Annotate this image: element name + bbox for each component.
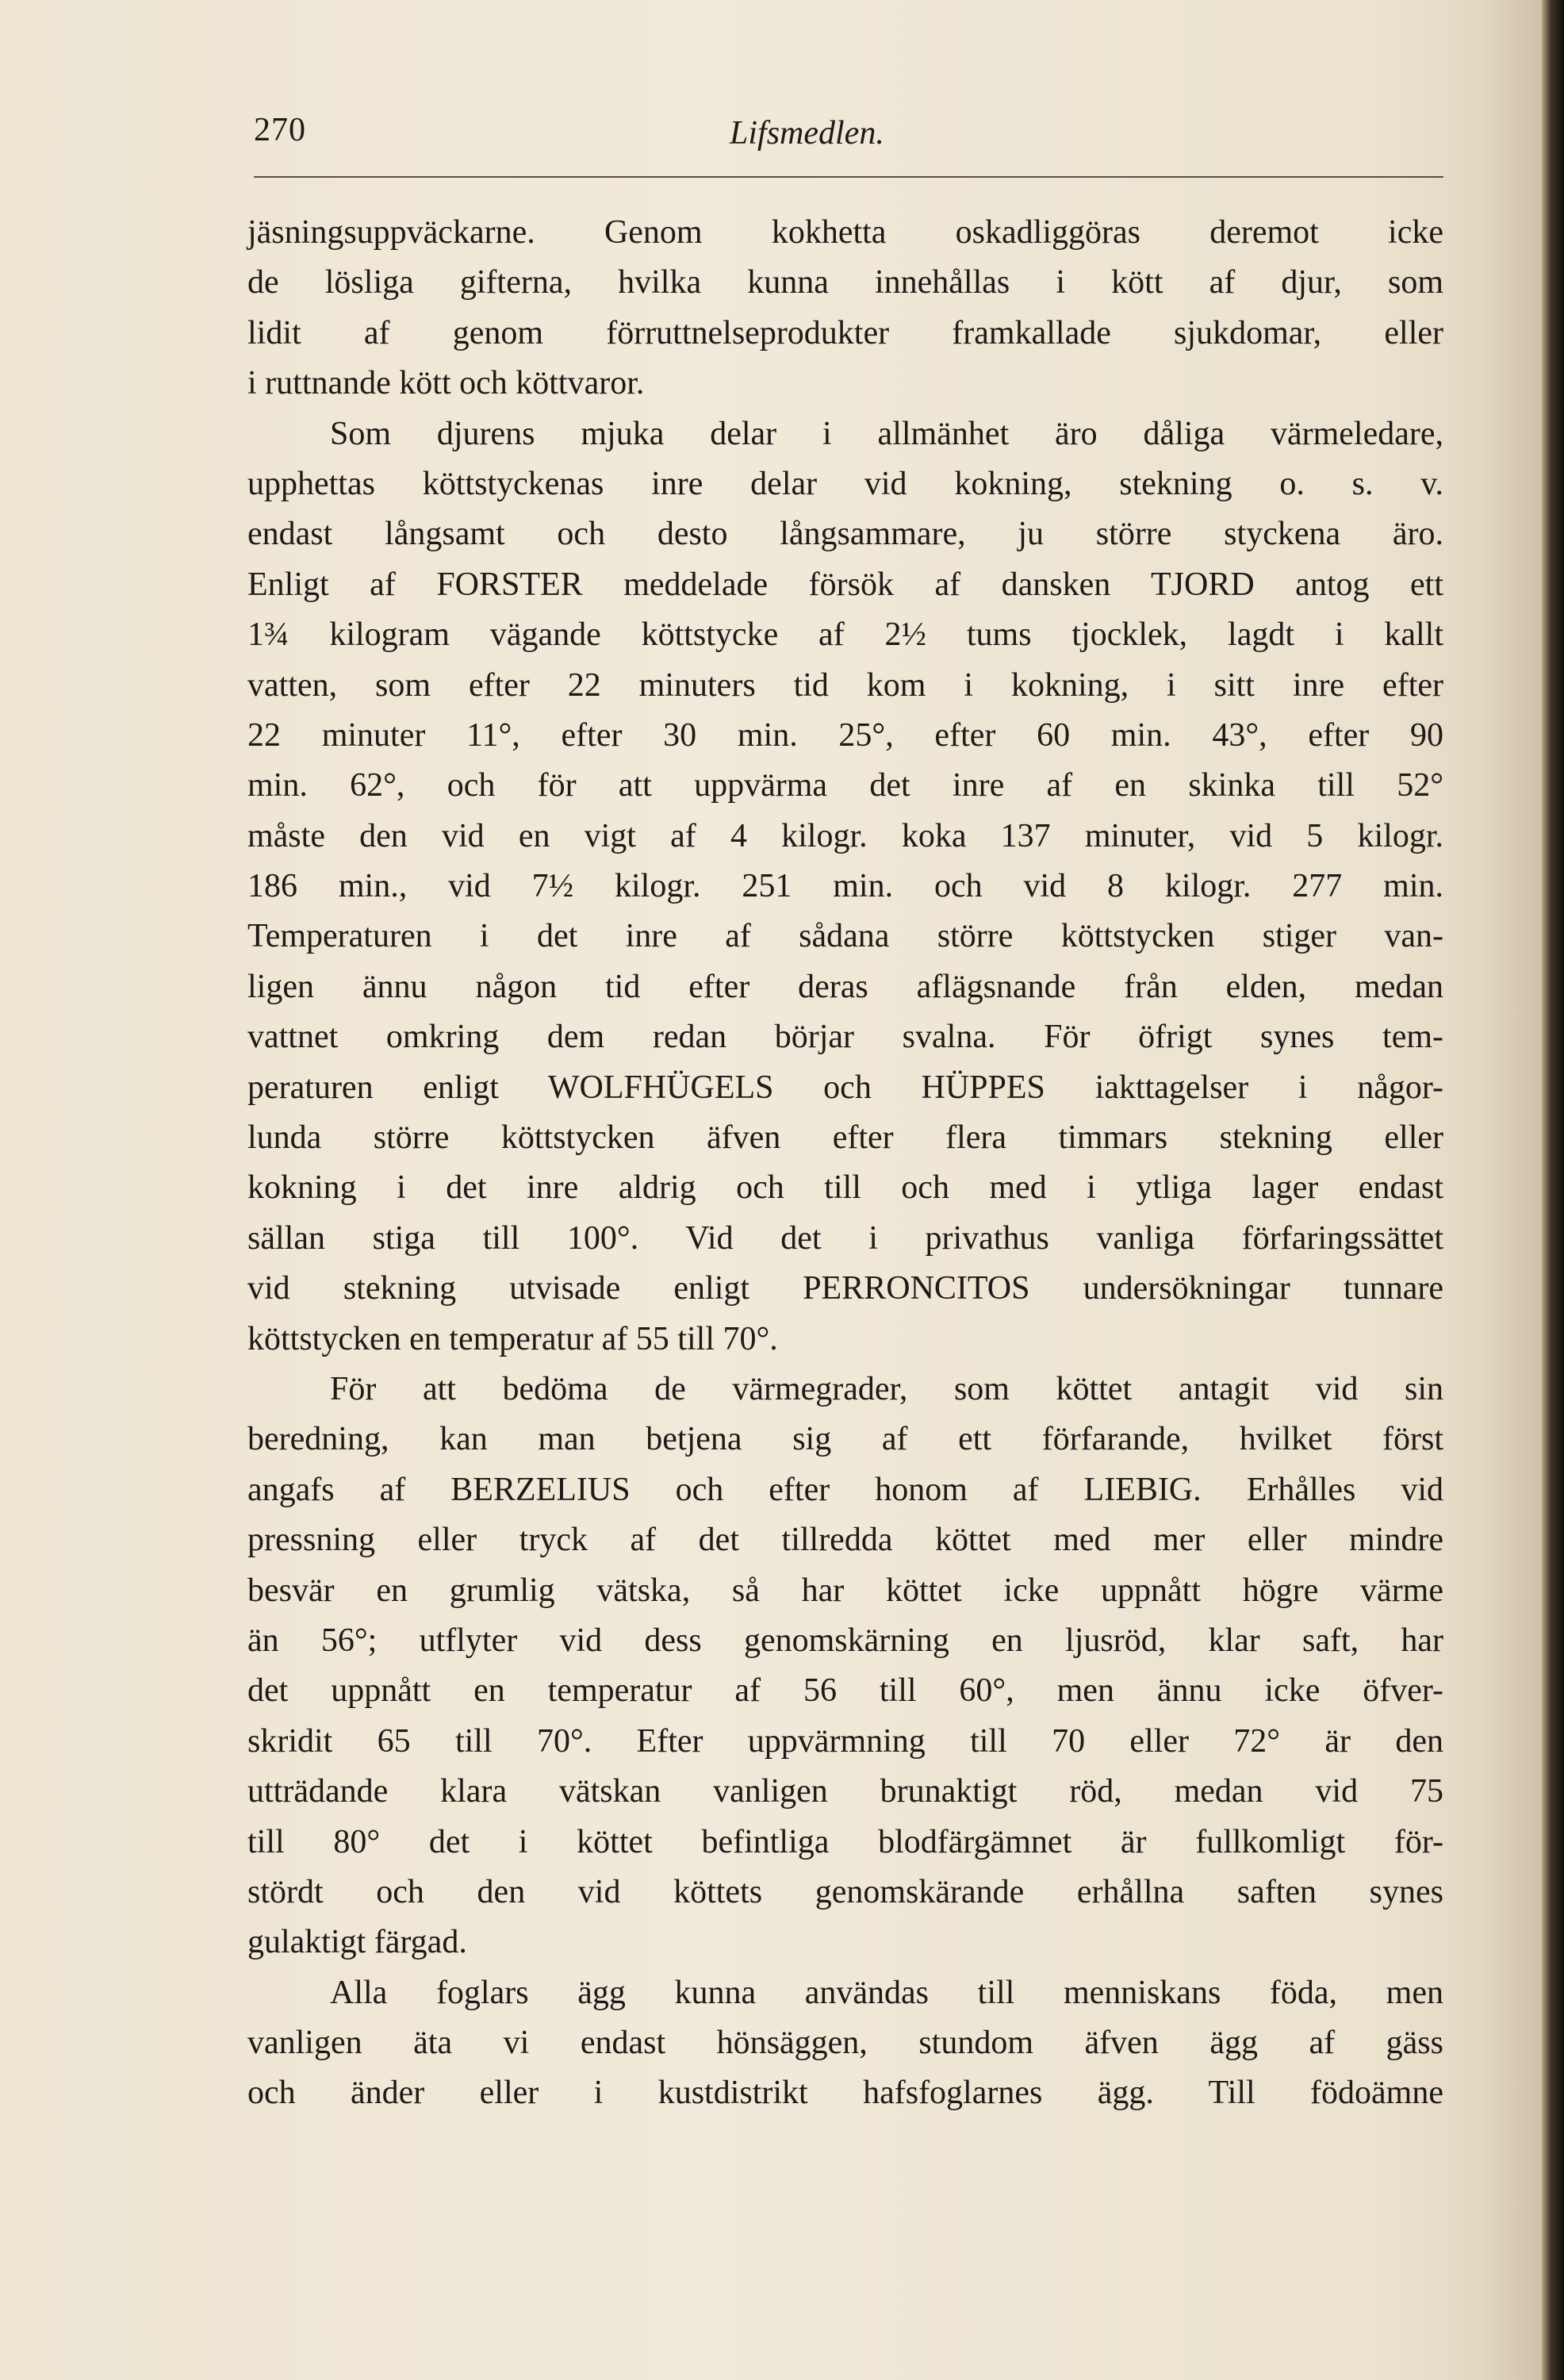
text-line: stördt och den vid köttets genomskärande erhållna saften synes: [247, 1873, 1443, 1910]
text-line: beredning, kan man betjena sig af ett förfarande, hvilket först: [247, 1421, 1443, 1458]
paragraph-start-line: Alla foglars ägg kunna användas till menniskans föda, men: [330, 1974, 1443, 2011]
text-line: till 80° det i köttet befintliga blodfärgämnet är fullkomligt för-: [247, 1823, 1443, 1860]
text-line: lidit af genom förruttnelseprodukter framkallade sjukdomar, eller: [247, 314, 1443, 351]
page-number: 270: [254, 112, 306, 148]
body-text: [247, 208, 1443, 2119]
text-line: vanligen äta vi endast hönsäggen, stundom äfven ägg af gäss: [247, 2025, 1443, 2062]
text-line: besvär en grumlig vätska, så har köttet icke uppnått högre värme: [247, 1572, 1443, 1609]
text-line: de lösliga gifterna, hvilka kunna innehållas i kött af djur, som: [247, 264, 1443, 301]
text-line: än 56°; utflyter vid dess genomskärning en ljusröd, klar saft, har: [247, 1622, 1443, 1659]
text-line: måste den vid en vigt af 4 kilogr. koka 137 minuter, vid 5 kilogr.: [247, 817, 1443, 854]
text-line: vatten, som efter 22 minuters tid kom i kokning, i sitt inre efter: [247, 666, 1443, 704]
text-line: 1¾ kilogram vägande köttstycke af 2½ tums tjocklek, lagdt i kallt: [247, 616, 1443, 654]
text-line: i ruttnande kött och köttvaror.: [247, 365, 645, 402]
text-line: utträdande klara vätskan vanligen brunaktigt röd, medan vid 75: [247, 1773, 1443, 1810]
text-line: skridit 65 till 70°. Efter uppvärmning till 70 eller 72° är den: [247, 1722, 1443, 1760]
text-line: min. 62°, och för att uppvärma det inre af en skinka till 52°: [247, 767, 1443, 804]
text-line: endast långsamt och desto långsammare, ju större styckena äro.: [247, 516, 1443, 553]
text-line: Enligt af FORSTER meddelade försök af dansken TJORD antog ett: [247, 566, 1443, 603]
text-line: angafs af BERZELIUS och efter honom af LIEBIG. Erhålles vid: [247, 1471, 1443, 1508]
text-line: lunda större köttstycken äfven efter flera timmars stekning eller: [247, 1119, 1443, 1157]
header-rule: [254, 176, 1443, 178]
text-line: upphettas köttstyckenas inre delar vid kokning, stekning o. s. v.: [247, 465, 1443, 502]
book-binding-edge: [1542, 0, 1564, 2380]
text-line: vattnet omkring dem redan börjar svalna. För öfrigt synes tem-: [247, 1019, 1443, 1056]
text-line: kokning i det inre aldrig och till och med i ytliga lager endast: [247, 1169, 1443, 1207]
text-line: peraturen enligt WOLFHÜGELS och HÜPPES iakttagelser i någor-: [247, 1069, 1443, 1106]
text-line: det uppnått en temperatur af 56 till 60°, men ännu icke öfver-: [247, 1672, 1443, 1710]
text-line: köttstycken en temperatur af 55 till 70°.: [247, 1320, 778, 1357]
text-line: vid stekning utvisade enligt PERRONCITOS undersökningar tunnare: [247, 1270, 1443, 1307]
paragraph-start-line: För att bedöma de värmegrader, som köttet antagit vid sin: [330, 1370, 1443, 1407]
text-line: 186 min., vid 7½ kilogr. 251 min. och vid 8 kilogr. 277 min.: [247, 868, 1443, 905]
text-line: pressning eller tryck af det tillredda köttet med mer eller mindre: [247, 1522, 1443, 1559]
text-line: Temperaturen i det inre af sådana större köttstycken stiger van-: [247, 918, 1443, 955]
paragraph-start-line: Som djurens mjuka delar i allmänhet äro dåliga värmeledare,: [330, 415, 1443, 452]
page-header: [254, 111, 1443, 175]
running-title: Lifsmedlen.: [730, 115, 884, 152]
text-line: sällan stiga till 100°. Vid det i privathus vanliga förfaringssättet: [247, 1219, 1443, 1257]
binding-shadow: [1478, 0, 1542, 2380]
text-line: gulaktigt färgad.: [247, 1924, 467, 1961]
text-line: jäsningsuppväckarne. Genom kokhetta oskadliggöras deremot icke: [247, 214, 1443, 251]
text-line: 22 minuter 11°, efter 30 min. 25°, efter 60 min. 43°, efter 90: [247, 716, 1443, 754]
text-line: och änder eller i kustdistrikt hafsfoglarnes ägg. Till födoämne: [247, 2075, 1443, 2112]
text-line: ligen ännu någon tid efter deras aflägsnande från elden, medan: [247, 968, 1443, 1005]
